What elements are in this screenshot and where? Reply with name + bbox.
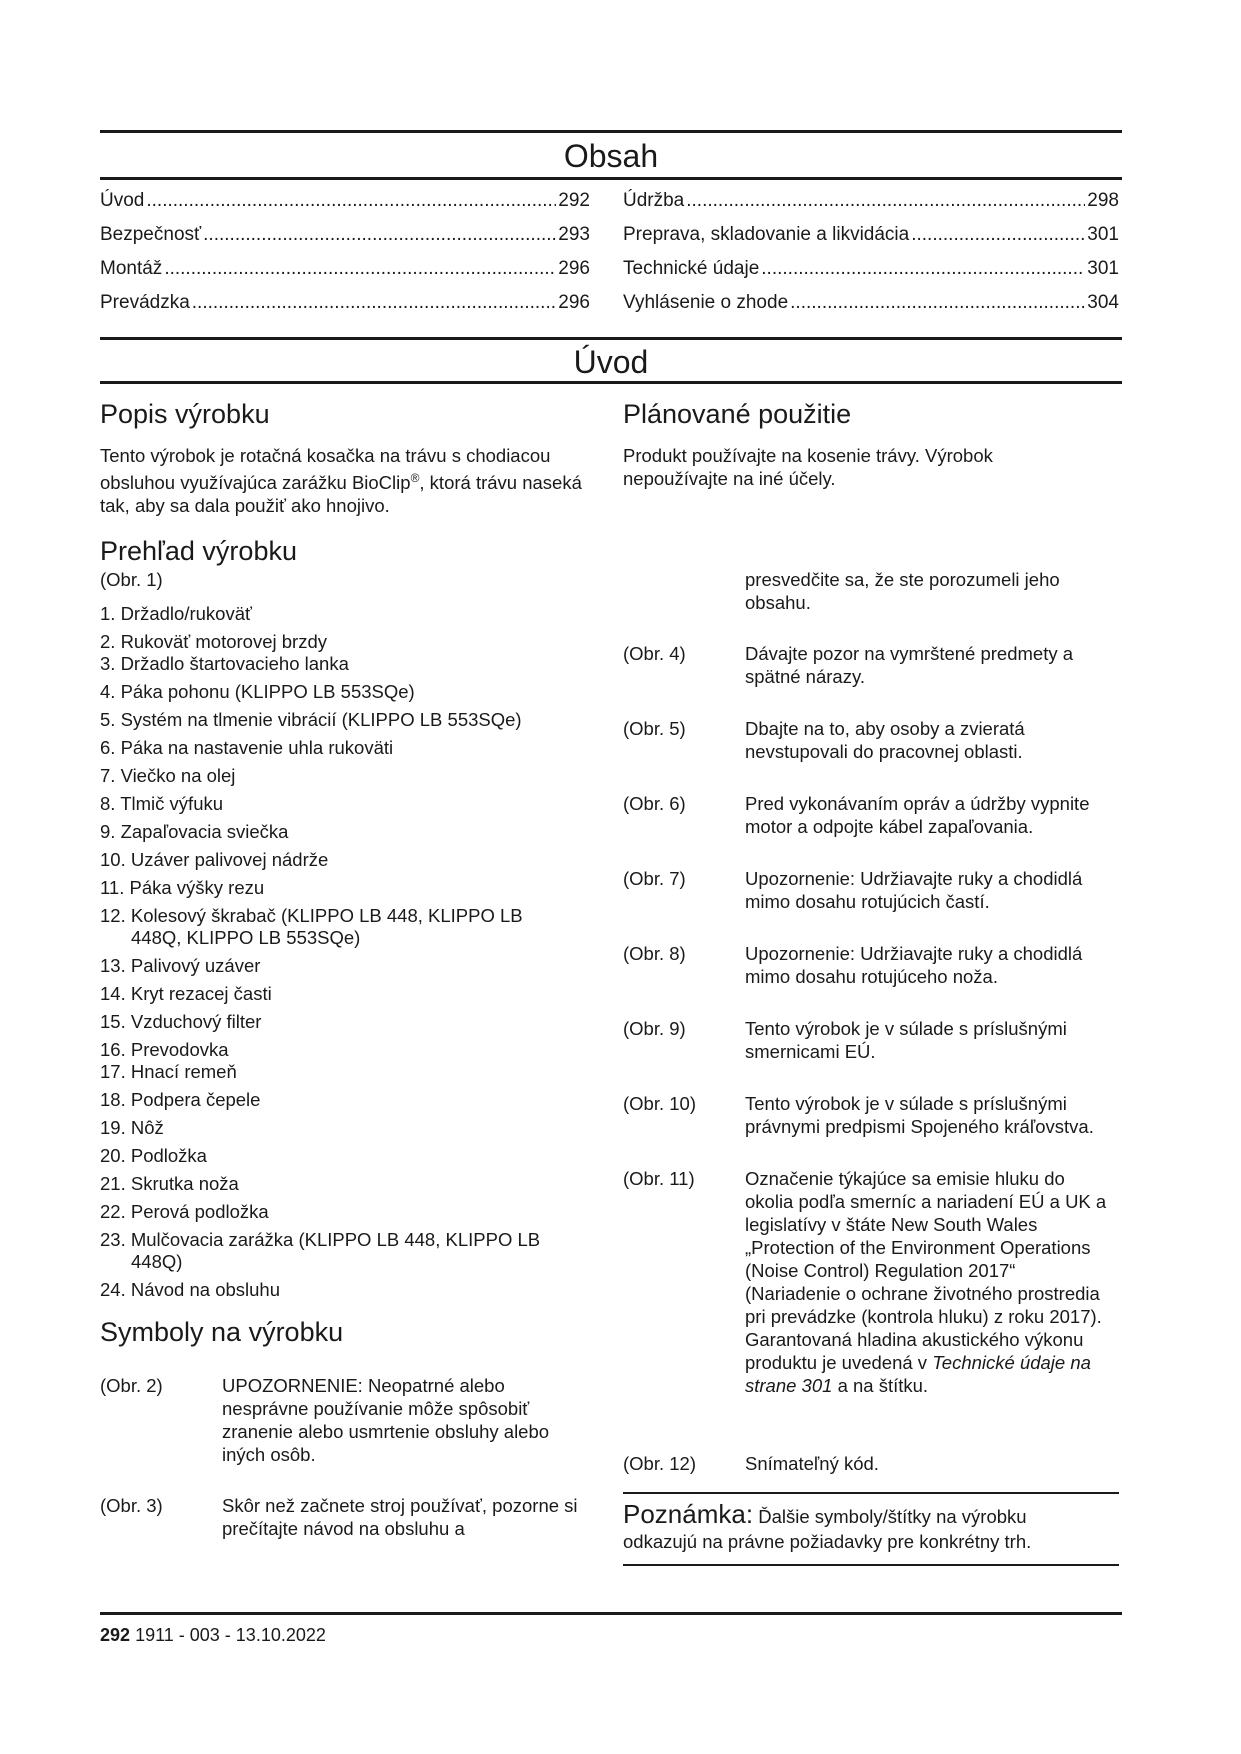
symbol-ref: (Obr. 8) [623,943,686,964]
list-item: 9. Zapaľovacia sviečka [100,821,289,842]
overview-heading: Prehľad výrobku [100,536,297,566]
list-item: 15. Vzduchový filter [100,1011,262,1032]
toc-entry-label: Vyhlásenie o zhode [623,292,789,313]
symbol-entry [623,642,1119,690]
overview-figure-ref: (Obr. 1) [100,569,163,590]
symbol-text: Dbajte na to, aby osoby a zvieratá nevstupovali do pracovnej oblasti. [745,718,1025,762]
list-item: 19. Nôž [100,1117,164,1138]
toc-entry-page: 301 [1087,224,1119,245]
intended-use-heading: Plánované použitie [623,399,852,429]
note-label: Poznámka: [623,1499,754,1529]
symbol-ref: (Obr. 4) [623,643,686,664]
toc-entry[interactable] [100,291,590,315]
intro-title: Úvod [573,344,649,380]
list-item: 5. Systém na tlmenie vibrácií (KLIPPO LB 553SQe) [100,709,522,730]
list-item: 14. Kryt rezacej časti [100,983,272,1004]
list-item: 8. Tlmič výfuku [100,793,224,814]
symbol-text: UPOZORNENIE: Neopatrné alebo nesprávne používanie môže spôsobiť zranenie alebo usmrtenie obsluhy alebo iných osôb. [222,1375,550,1465]
symbol-entry [100,1494,590,1544]
symbol-text: Upozornenie: Udržiavajte ruky a chodidlá mimo dosahu rotujúcich častí. [745,868,1083,912]
symbols-heading: Symboly na výrobku [100,1317,344,1347]
list-item: 22. Perová podložka [100,1201,269,1222]
list-item: 13. Palivový uzáver [100,955,261,976]
toc-entry-page: 293 [558,224,590,245]
symbol-text: Označenie týkajúce sa emisie hluku do okolia podľa smerníc a nariadení EÚ a UK a legislatívy v štáte New South Wales „Protection of the Environment Operations (Noise Control) Regulation 2017“ (Nariadenie o ochrane životného prostredia pri prevádzke (kontrola hluku) z roku 2017). Garantovaná hladina akustického výkonu produktu je uvedená v Technické údaje na strane 301 a na štítku. [745,1168,1107,1396]
list-item: 24. Návod na obsluhu [100,1279,280,1300]
symbol-ref: (Obr. 11) [623,1168,695,1189]
symbol-ref: (Obr. 12) [623,1453,696,1474]
toc-top-rule [100,130,1122,133]
symbol-text: Tento výrobok je v súlade s príslušnými právnymi predpismi Spojeného kráľovstva. [745,1093,1094,1137]
note-text: Ďalšie symboly/štítky na výrobku odkazujú na právne požiadavky pre konkrétny trh. [623,1506,1032,1552]
list-item: 18. Podpera čepele [100,1089,261,1110]
list-item: 4. Páka pohonu (KLIPPO LB 553SQe) [100,681,415,702]
toc-entry-page: 298 [1087,190,1119,211]
symbol-ref: (Obr. 6) [623,793,686,814]
toc-title: Obsah [563,138,659,174]
toc-entry-page: 296 [558,258,590,279]
toc-entry[interactable] [623,257,1119,281]
symbol-ref: (Obr. 9) [623,1018,686,1039]
list-item: 1. Držadlo/rukoväť [100,603,252,624]
symbol-ref: (Obr. 7) [623,868,686,889]
page-number: 292 [100,1625,131,1645]
symbol-entry [623,792,1119,840]
symbol-entry [623,867,1119,915]
symbol-text: Pred vykonávaním opráv a údržby vypnite motor a odpojte kábel zapaľovania. [745,793,1090,837]
list-item: 17. Hnací remeň [100,1061,237,1082]
toc-entry[interactable] [623,189,1119,213]
toc-entry-page: 304 [1087,292,1119,313]
note-top-rule [623,1492,1119,1494]
toc-entry-label: Technické údaje [623,258,760,279]
intro-top-rule [100,337,1122,340]
symbol-ref: (Obr. 2) [100,1375,163,1396]
toc-entry-label: Údržba [623,190,685,211]
list-item: 16. Prevodovka [100,1039,229,1060]
toc-entry-label: Montáž [100,258,163,279]
symbol-text: Upozornenie: Udržiavajte ruky a chodidlá mimo dosahu rotujúceho noža. [745,943,1083,987]
list-item: 10. Uzáver palivovej nádrže [100,849,329,870]
description-heading: Popis výrobku [100,399,270,429]
overview-list [100,603,570,1301]
toc-entry[interactable] [623,223,1119,247]
symbol-text: presvedčite sa, že ste porozumeli jeho obsahu. [745,569,1060,613]
symbol-ref: (Obr. 10) [623,1093,696,1114]
symbol-entry [623,717,1119,765]
toc-entry-page: 296 [558,292,590,313]
symbol-text: Dávajte pozor na vymrštené predmety a spätné nárazy. [745,643,1074,687]
description-text: Tento výrobok je rotačná kosačka na trávu s chodiacou obsluhou využívajúca zarážku BioClip®, ktorá trávu naseká tak, aby sa dala použiť ako hnojivo. [100,445,582,517]
list-item: 3. Držadlo štartovacieho lanka [100,653,349,674]
intro-title-rule [100,381,1122,384]
list-item: 21. Skrutka noža [100,1173,239,1194]
symbol-entry [623,1092,1119,1140]
list-item: 23. Mulčovacia zarážka (KLIPPO LB 448, KLIPPO LB 448Q) [100,1229,541,1272]
technical-data-link[interactable]: Technické údaje na strane 301 [745,1352,1091,1396]
toc-title-rule [100,177,1122,180]
footer-rule [100,1612,1122,1615]
list-item: 11. Páka výšky rezu [100,877,265,898]
toc-entry[interactable] [623,291,1119,315]
intended-use-text: Produkt používajte na kosenie trávy. Výrobok nepoužívajte na iné účely. [623,445,993,489]
toc-entry-label: Bezpečnosť [100,224,202,245]
list-item: 7. Viečko na olej [100,765,236,786]
symbol-entry [623,942,1119,990]
list-item: 2. Rukoväť motorovej brzdy [100,631,327,652]
symbol-text: Skôr než začnete stroj používať, pozorne si prečítajte návod na obsluhu a [222,1495,578,1539]
toc-entry[interactable] [100,189,590,213]
list-item: 20. Podložka [100,1145,207,1166]
symbol-ref: (Obr. 5) [623,718,686,739]
footer [100,1624,326,1646]
symbol-entry [623,1452,1119,1478]
symbol-text: Tento výrobok je v súlade s príslušnými smernicami EÚ. [745,1018,1067,1062]
toc-entry-label: Úvod [100,190,145,211]
symbol-text: Snímateľný kód. [745,1453,879,1474]
toc-entry[interactable] [100,257,590,281]
toc-entry-label: Preprava, skladovanie a likvidácia [623,224,910,245]
list-item: 6. Páka na nastavenie uhla rukoväti [100,737,394,758]
symbol-entry-noise [623,1167,1119,1437]
symbol-entry [623,1017,1119,1065]
list-item: 12. Kolesový škrabač (KLIPPO LB 448, KLIPPO LB 448Q, KLIPPO LB 553SQe) [100,905,523,948]
toc-entry-page: 301 [1087,258,1119,279]
symbol-continuation [623,568,1119,616]
symbol-ref: (Obr. 3) [100,1495,163,1516]
note [623,1499,1093,1554]
toc-entry-label: Prevádzka [100,292,190,313]
toc-entry[interactable] [100,223,590,247]
note-bottom-rule [623,1564,1119,1566]
toc-entry-page: 292 [558,190,590,211]
symbol-entry [100,1374,590,1470]
document-id: 1911 - 003 - 13.10.2022 [135,1625,326,1645]
